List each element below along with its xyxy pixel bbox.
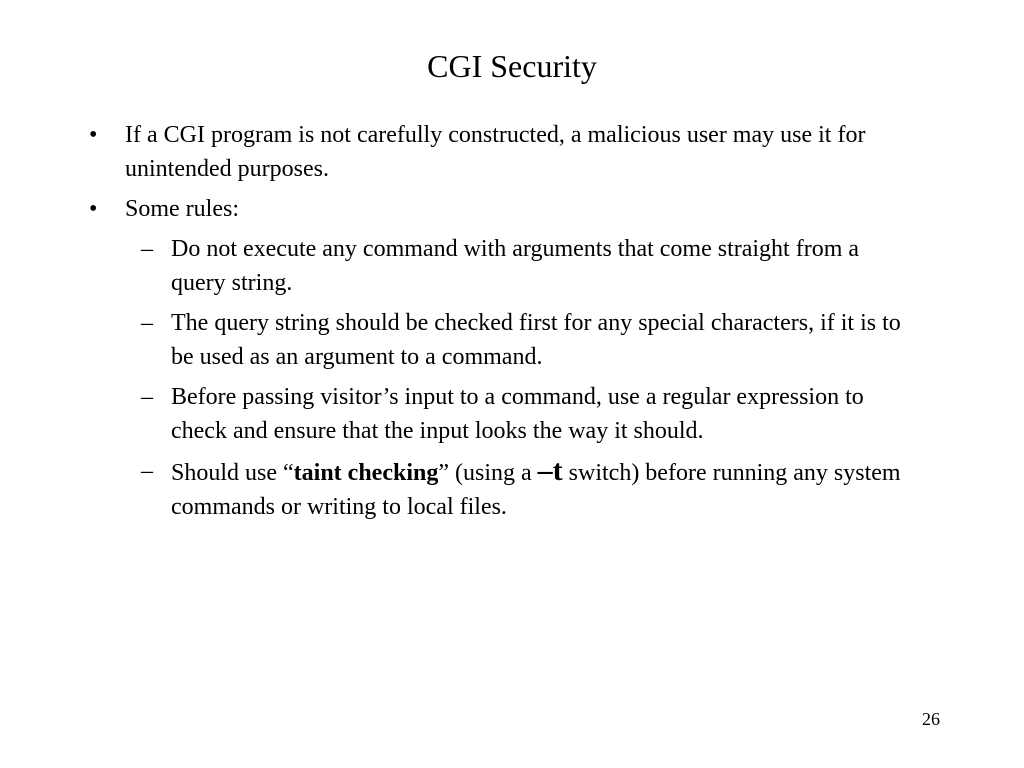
sub-bullet-item [0, 306, 911, 374]
sub-bullet-item [0, 380, 911, 448]
sub-bullet-text: Do not execute any command with arguments that come straight from a query string. [171, 236, 860, 296]
bullet-text: Some rules: [125, 196, 239, 222]
sub-bullet-text: Before passing visitor’s input to a command, use a regular expression to check and ensure that the input looks the way it should. [171, 384, 864, 444]
bullet-item [0, 192, 905, 226]
sub-bullet-text: The query string should be checked first for any special characters, if it is to be used as an argument to a command. [171, 310, 901, 370]
taint-checking-term: taint checking [293, 460, 439, 486]
sub-bullet-text [171, 454, 901, 520]
slide-content [0, 118, 1024, 530]
sub-bullet-marker: – [141, 458, 153, 484]
page-number: 26 [922, 709, 940, 729]
sub-bullet-marker: – [141, 236, 153, 262]
t-switch: –t [537, 454, 563, 487]
bullet-marker: • [89, 196, 98, 222]
bullet-item [0, 118, 905, 186]
taint-text-prefix: Should use “ [171, 460, 294, 486]
bullet-text: If a CGI program is not carefully constructed, a malicious user may use it for unintended purposes. [125, 122, 866, 182]
sub-bullet-item [0, 232, 911, 300]
sub-bullet-marker: – [141, 384, 153, 410]
taint-text-middle: ” (using a [438, 460, 538, 486]
taint-text-suffix: switch) before running any system commands or writing to local files. [171, 460, 901, 520]
bullet-marker: • [89, 122, 98, 148]
slide-title: CGI Security [427, 48, 597, 84]
sub-bullet-marker: – [141, 310, 153, 336]
sub-bullet-item [0, 454, 911, 524]
